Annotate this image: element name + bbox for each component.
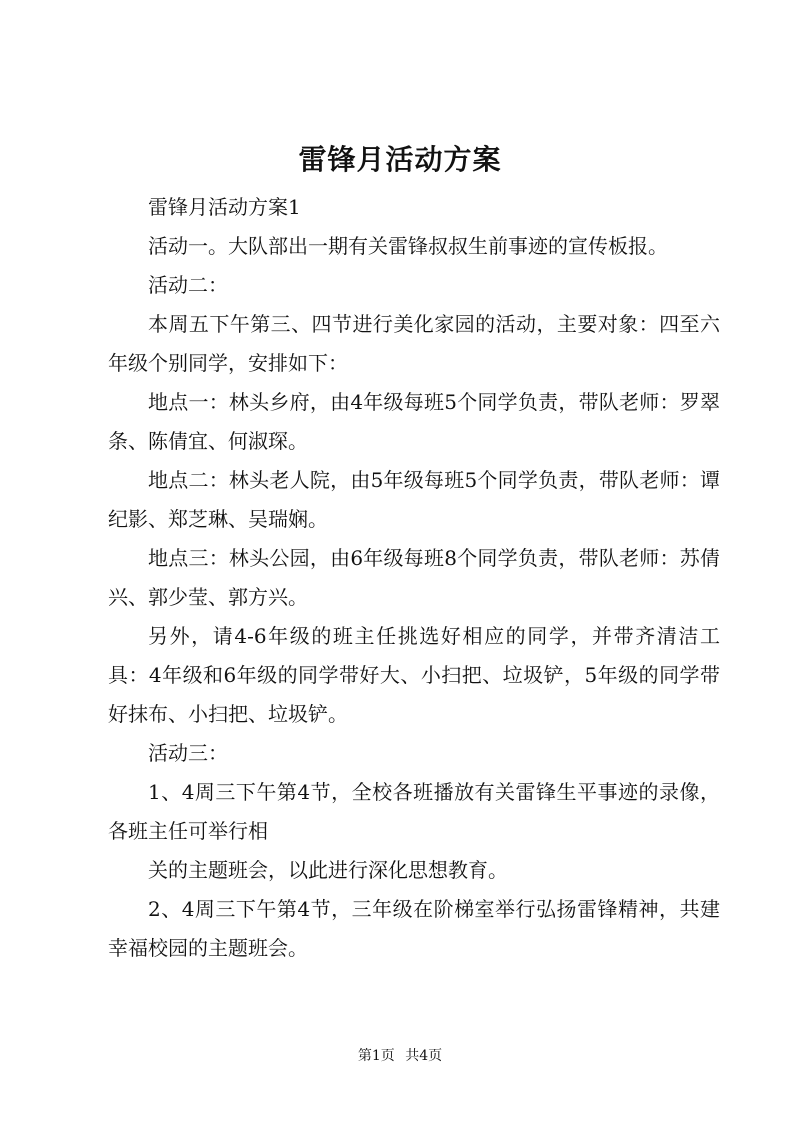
paragraph-activity-three-heading: 活动三： [148, 741, 228, 765]
paragraph-activity-one: 活动一。大队部出一期有关雷锋叔叔生前事迹的宣传板报。 [148, 234, 668, 258]
paragraph-activity-two-intro: 本周五下午第三、四节进行美化家园的活动，主要对象：四至六年级个别同学，安排如下： [108, 312, 720, 375]
paragraph-plan-heading: 雷锋月活动方案1 [148, 195, 301, 219]
page-number: 第1页 [357, 1048, 395, 1064]
paragraph-activity-three-item-two: 2、4周三下午第4节，三年级在阶梯室举行弘扬雷锋精神，共建幸福校园的主题班会。 [108, 897, 720, 960]
paragraph-activity-three-item-one-cont: 关的主题班会，以此进行深化思想教育。 [148, 858, 508, 882]
page-total: 共4页 [405, 1048, 443, 1064]
paragraph-tools-note: 另外，请4-6年级的班主任挑选好相应的同学，并带齐清洁工具：4年级和6年级的同学带好大、小扫把、垃圾铲，5年级的同学带好抹布、小扫把、垃圾铲。 [108, 624, 720, 726]
page-footer [0, 1046, 800, 1066]
paragraph-activity-three-item-one: 1、4周三下午第4节，全校各班播放有关雷锋生平事迹的录像，各班主任可举行相 [108, 780, 720, 843]
paragraph-location-one: 地点一：林头乡府，由4年级每班5个同学负责，带队老师：罗翠条、陈倩宜、何淑琛。 [108, 390, 720, 453]
paragraph-activity-two-heading: 活动二： [148, 273, 228, 297]
paragraph-location-three: 地点三：林头公园，由6年级每班8个同学负责，带队老师：苏倩兴、郭少莹、郭方兴。 [108, 546, 720, 609]
paragraph-location-two: 地点二：林头老人院，由5年级每班5个同学负责，带队老师：谭纪影、郑芝琳、吴瑞娴。 [108, 468, 720, 531]
document-body [108, 188, 720, 968]
document-title: 雷锋月活动方案 [298, 143, 502, 176]
